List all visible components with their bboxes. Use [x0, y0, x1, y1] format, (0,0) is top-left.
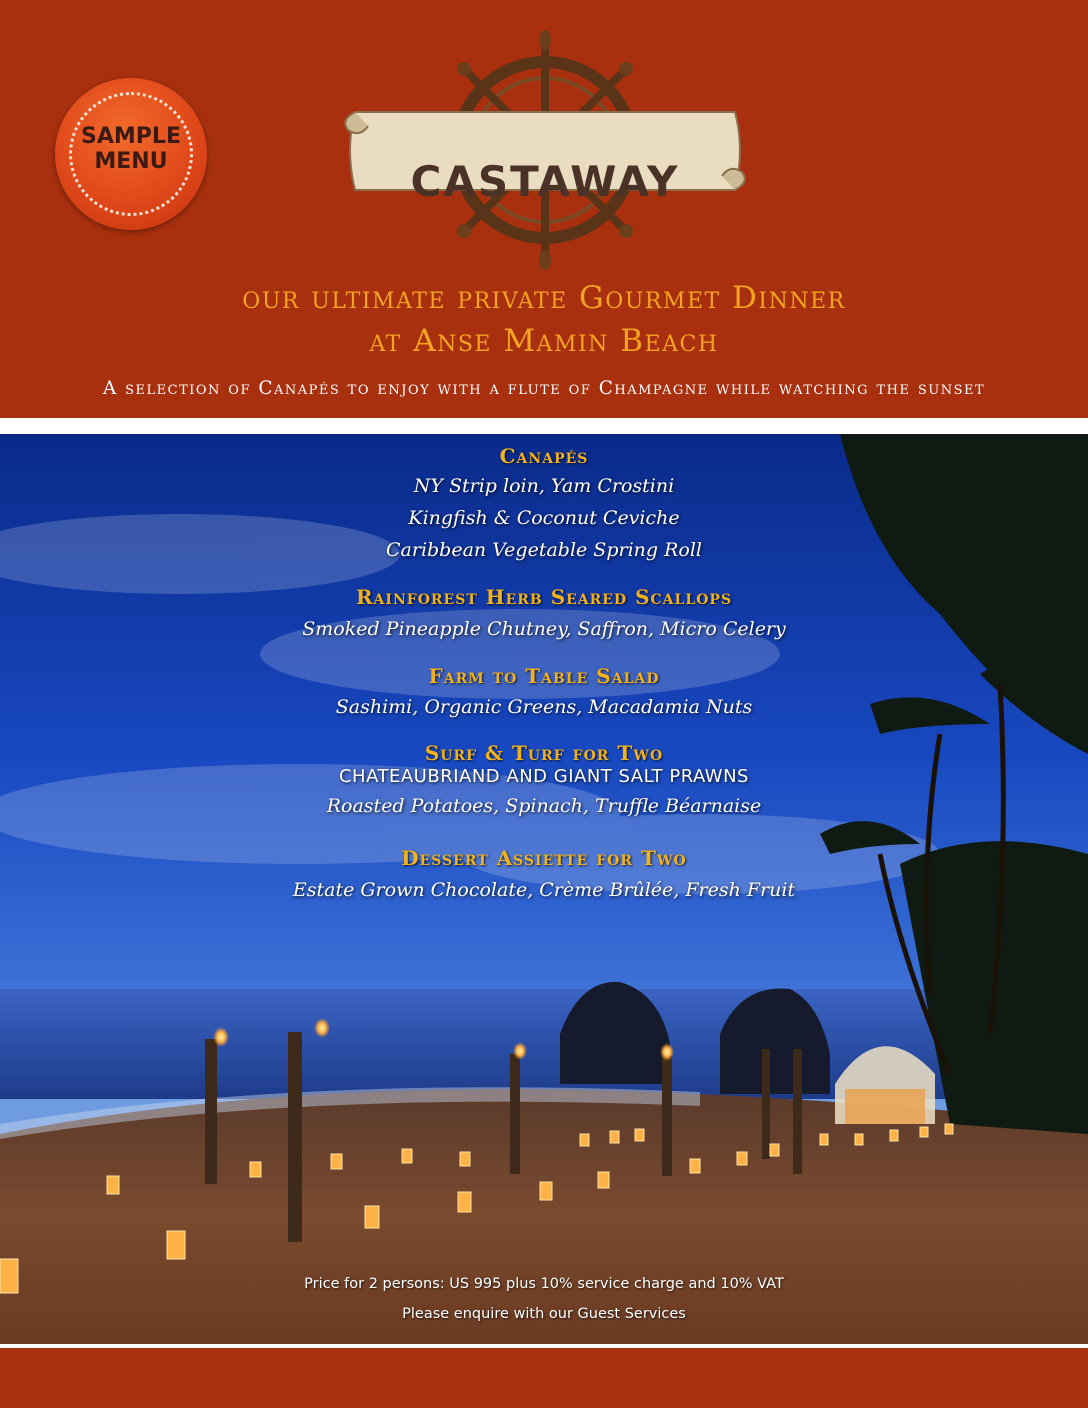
footer-banner [0, 1346, 1088, 1408]
dish-line: Roasted Potatoes, Spinach, Truffle Béarnaise [326, 795, 762, 817]
dish-line: Estate Grown Chocolate, Crème Brûlée, Fresh Fruit [292, 879, 796, 901]
sample-menu-badge [55, 78, 207, 230]
dish-line: Caribbean Vegetable Spring Roll [386, 539, 702, 561]
badge-label [55, 124, 207, 174]
enquire-note: Please enquire with our Guest Services [402, 1306, 686, 1322]
badge-line-1: SAMPLE [81, 124, 181, 149]
dish-line: Sashimi, Organic Greens, Macadamia Nuts [335, 696, 753, 718]
divider-strip [0, 418, 1088, 434]
course-heading-surf-turf: Surf & Turf for Two [424, 741, 664, 765]
logo-wordmark: CASTAWAY [410, 157, 680, 206]
price-note: Price for 2 persons: US 995 plus 10% service charge and 10% VAT [304, 1276, 784, 1292]
dish-line: Smoked Pineapple Chutney, Saffron, Micro Celery [302, 618, 786, 640]
castaway-logo [340, 30, 750, 270]
tagline-line-2: at Anse Mamin Beach [369, 323, 719, 359]
course-heading-salad: Farm to Table Salad [428, 664, 660, 688]
ship-wheel-icon [340, 30, 750, 270]
course-heading-scallops: Rainforest Herb Seared Scallops [355, 585, 733, 609]
main-course-line: CHATEAUBRIAND AND GIANT SALT PRAWNS [338, 766, 749, 787]
canapes-subtitle: A selection of Canapés to enjoy with a flute of Champagne while watching the sunset [102, 378, 986, 399]
tagline-line-1: our ultimate private Gourmet Dinner [242, 280, 846, 316]
dish-line: Kingfish & Coconut Ceviche [408, 507, 680, 529]
dish-line: NY Strip loin, Yam Crostini [413, 475, 675, 497]
badge-line-2: MENU [94, 149, 168, 174]
course-heading-dessert: Dessert Assiette for Two [401, 846, 687, 870]
course-heading-canapes: Canapés [499, 444, 589, 468]
